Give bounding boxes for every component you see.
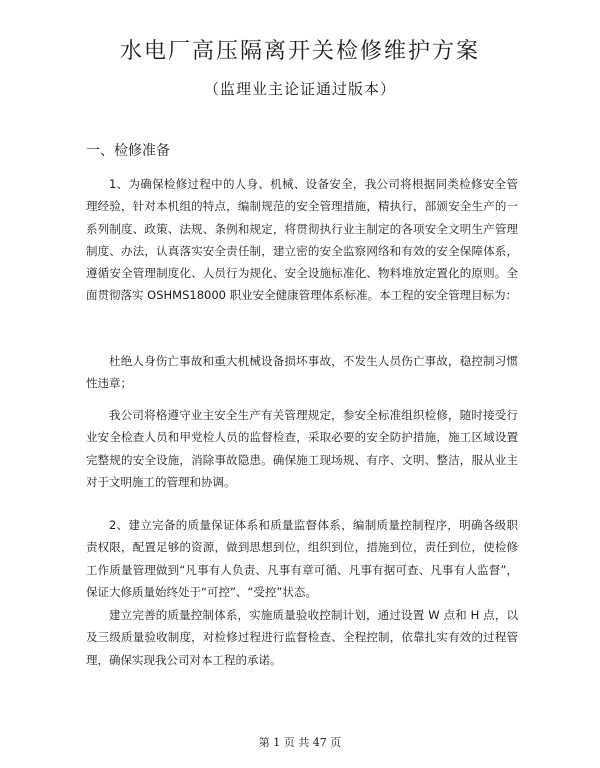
paragraph-text: 杜绝人身伤亡事故和重大机械设备损坏事故，不发生人员伤亡事故，稳控制习惯性违章； <box>86 354 518 391</box>
document-subtitle: （监理业主论证通过版本） <box>203 80 396 98</box>
paragraph-quality-system <box>86 514 518 603</box>
section-heading: 一、检修准备 <box>86 143 170 159</box>
paragraph-safety-compliance <box>86 404 518 493</box>
paragraph-quality-control <box>86 604 518 671</box>
page-number-footer: 第 1 页 共 47 页 <box>258 736 342 749</box>
paragraph-text: 1、为确保检修过程中的人身、机械、设备安全，我公司将根据同类检修安全管理经验，针对本机组的特点，编制规范的安全管理措施，精执行，部颁安全生产的一系列制度、政策、法规、条例和规定，将贯彻执行业主制定的各项安全文明生产管理制度、办法，认真落实安全责任制，建立密的安全监察网络和有效的安全保障体系，遵循安全管理制度化、人员行为规化、安全设施标准化、物料堆放定置化的原则。全面贯彻落实 OSHMS18000 职业安全健康管理体系标准。本工程的安全管理目标为： <box>86 177 518 303</box>
paragraph-safety-management <box>86 173 518 307</box>
paragraph-text: 建立完善的质量控制体系，实施质量验收控制计划，通过设置 W 点和 H 点，以及三级质量验收制度，对检修过程进行监督检查、全程控制，依靠扎实有效的过程管理，确保实现我公司对本工程的承诺。 <box>86 608 518 667</box>
paragraph-safety-goal <box>86 350 518 395</box>
document-title: 水电厂高压隔离开关检修维护方案 <box>119 39 480 64</box>
paragraph-text: 2、建立完备的质量保证体系和质量监督体系，编制质量控制程序，明确各级职责权限，配置足够的资源，做到思想到位，组织到位，措施到位，责任到位，使检修工作质量管理做到“凡事有人负责、凡事有章可循、凡事有据可查、凡事有人监督”，保证大修质量始终处于“可控”、“受控”状态。 <box>86 518 518 599</box>
paragraph-text: 我公司将格遵守业主安全生产有关管理规定，参安全标准组织检修，随时接受行业安全检查人员和甲党检人员的监督检查，采取必要的安全防护措施，施工区域设置完整规的安全设施，消除事故隐患。确保施工现场规、有序、文明、整洁，服从业主对于文明施工的管理和协调。 <box>86 408 518 489</box>
